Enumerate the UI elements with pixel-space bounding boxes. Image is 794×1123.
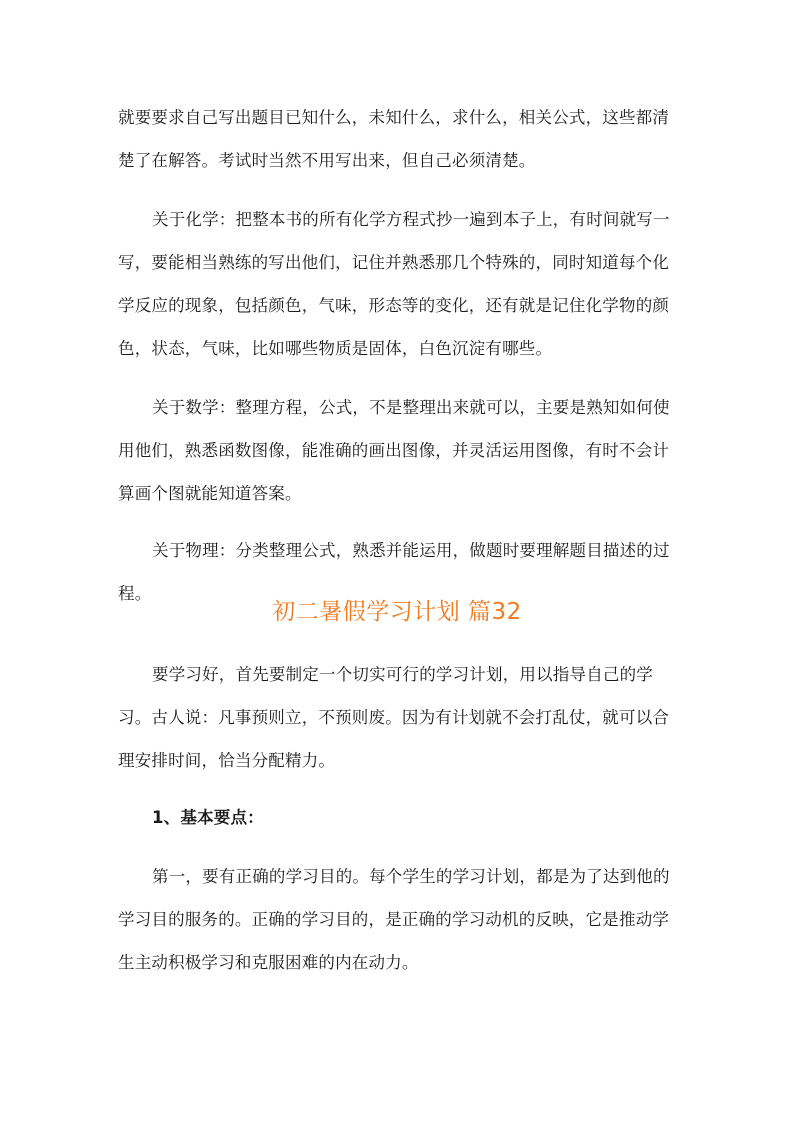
subheading-basic-points: 1、基本要点： [152, 808, 264, 827]
paragraph-chemistry: 关于化学：把整本书的所有化学方程式抄一遍到本子上，有时间就写一写，要能相当熟练的写出他们，记住并熟悉那几个特殊的，同时知道每个化学反应的现象，包括颜色，气味，形态等的变化，还有就是记住化学物的颜色，状态，气味，比如哪些物质是固体，白色沉淀有哪些。 [118, 210, 670, 358]
paragraph-intro: 要学习好，首先要制定一个切实可行的学习计划，用以指导自己的学习。古人说：凡事预则立，不预则废。因为有计划就不会打乱仗，就可以合理安排时间，恰当分配精力。 [118, 665, 670, 770]
paragraph-continuation: 就要要求自己写出题目已知什么，未知什么，求什么，相关公式，这些都清楚了在解答。考试时当然不用写出来，但自己必须清楚。 [118, 108, 670, 170]
section-title: 初二暑假学习计划 篇32 [272, 599, 522, 625]
paragraph-point-1: 第一，要有正确的学习目的。每个学生的学习计划，都是为了达到他的学习目的服务的。正确的学习目的，是正确的学习动机的反映，它是推动学生主动积极学习和克服困难的内在动力。 [118, 867, 670, 972]
paragraph-math: 关于数学：整理方程，公式，不是整理出来就可以，主要是熟知如何使用他们，熟悉函数图像，能准确的画出图像，并灵活运用图像，有时不会计算画个图就能知道答案。 [118, 398, 670, 503]
paragraph-physics: 关于物理：分类整理公式，熟悉并能运用，做题时要理解题目描述的过程。 [118, 541, 670, 603]
